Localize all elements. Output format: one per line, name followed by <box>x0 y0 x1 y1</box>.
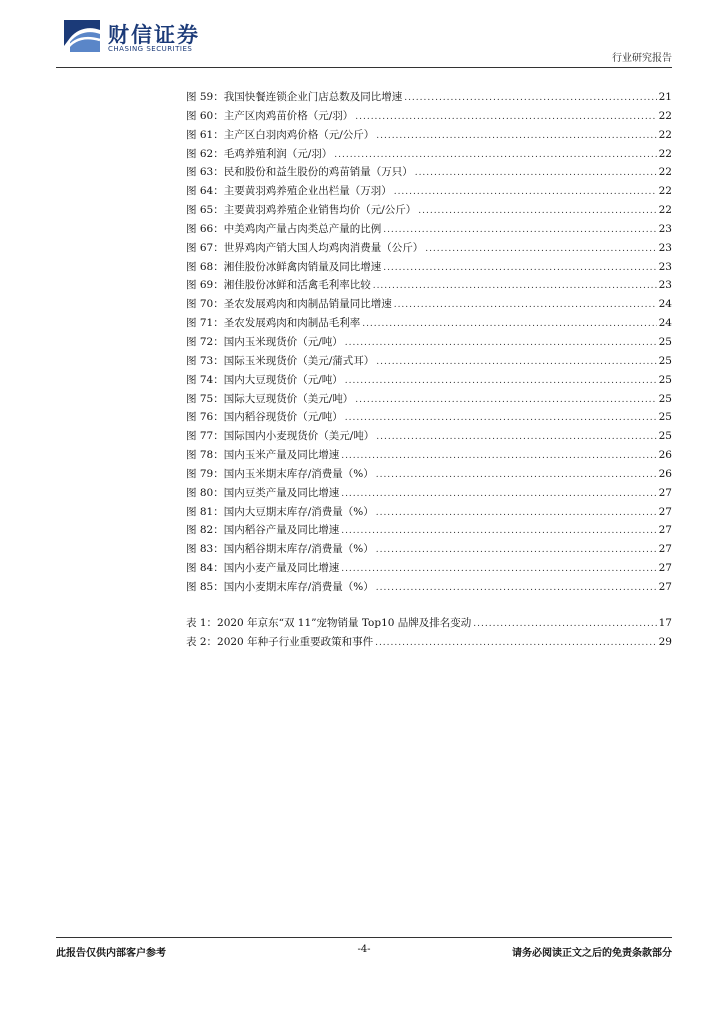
entry-page-number: 27 <box>658 505 672 518</box>
entry-label: 图 61：主产区白羽肉鸡价格（元/公斤） <box>186 128 375 141</box>
entry-page-number: 26 <box>658 449 672 462</box>
dot-leader <box>345 334 657 353</box>
entry-label: 表 2：2020 年种子行业重要政策和事件 <box>186 635 374 648</box>
dot-leader <box>373 277 657 296</box>
entry-label: 图 85：国内小麦期末库存/消费量（%） <box>186 580 374 593</box>
entry-label: 图 65：主要黄羽鸡养殖企业销售均价（元/公斤） <box>186 204 417 217</box>
toc-figure-entry[interactable] <box>186 427 672 446</box>
entry-page-number: 23 <box>658 260 672 273</box>
entry-label: 图 59：我国快餐连锁企业门店总数及同比增速 <box>186 91 403 103</box>
entry-page-number: 17 <box>658 616 672 629</box>
toc-figure-entry[interactable] <box>186 352 672 371</box>
entry-label: 表 1：2020 年京东“双 11”宠物销量 Top10 品牌及排名变动 <box>186 616 472 629</box>
toc-figure-entry[interactable] <box>186 371 672 390</box>
entry-page-number: 27 <box>658 580 672 593</box>
entry-label: 图 77：国际国内小麦现货价（美元/吨） <box>186 430 375 443</box>
toc-table-entry[interactable] <box>186 633 672 652</box>
logo-chinese-name: 财信证券 <box>108 23 200 47</box>
footer-disclaimer-left: 此报告仅供内部客户参考 <box>56 948 166 959</box>
toc-figure-entry[interactable] <box>186 182 672 201</box>
dot-leader <box>376 353 656 372</box>
entry-page-number: 26 <box>658 467 672 480</box>
toc-figure-entry[interactable] <box>186 163 672 182</box>
dot-leader <box>345 372 657 391</box>
entry-label: 图 80：国内豆类产量及同比增速 <box>186 486 340 499</box>
dot-leader <box>383 221 656 240</box>
entry-page-number: 25 <box>658 373 672 386</box>
logo-english-name: CHASING SECURITIES <box>108 45 193 53</box>
toc-figure-entry[interactable] <box>186 465 672 484</box>
dot-leader <box>473 615 656 634</box>
toc-figure-entry[interactable] <box>186 201 672 220</box>
entry-label: 图 76：国内稻谷现货价（元/吨） <box>186 411 343 424</box>
entry-label: 图 62：毛鸡养殖利润（元/羽） <box>186 147 333 160</box>
entry-label: 图 71：圣农发展鸡肉和肉制品毛利率 <box>186 317 361 330</box>
toc-figure-entry[interactable] <box>186 88 672 107</box>
entry-label: 图 70：圣农发展鸡肉和肉制品销量同比增速 <box>186 298 392 311</box>
entry-label: 图 68：湘佳股份冰鲜禽肉销量及同比增速 <box>186 260 382 273</box>
dot-leader <box>394 296 657 315</box>
dot-leader <box>394 183 657 202</box>
entry-page-number: 22 <box>658 128 672 141</box>
entry-label: 图 63：民和股份和益生股份的鸡苗销量（万只） <box>186 166 413 179</box>
dot-leader <box>383 259 656 278</box>
dot-leader <box>404 89 656 108</box>
dot-leader <box>341 560 656 579</box>
toc-figure-entry[interactable] <box>186 220 672 239</box>
entry-label: 图 64：主要黄羽鸡养殖企业出栏量（万羽） <box>186 185 392 198</box>
entry-page-number: 21 <box>658 91 672 103</box>
toc-figure-entry[interactable] <box>186 559 672 578</box>
dot-leader <box>341 447 656 466</box>
toc-figure-entry[interactable] <box>186 503 672 522</box>
entry-page-number: 23 <box>658 279 672 292</box>
chasing-securities-logo-icon <box>60 16 104 56</box>
dot-leader <box>415 164 657 183</box>
toc-figure-entry[interactable] <box>186 258 672 277</box>
company-logo <box>60 16 210 60</box>
dot-leader <box>376 541 657 560</box>
entry-page-number: 24 <box>658 298 672 311</box>
entry-page-number: 22 <box>658 147 672 160</box>
footer-disclaimer-right: 请务必阅读正文之后的免责条款部分 <box>512 948 672 959</box>
toc-figure-entry[interactable] <box>186 390 672 409</box>
entry-label: 图 73：国际玉米现货价（美元/蒲式耳） <box>186 354 375 367</box>
entry-page-number: 25 <box>658 411 672 424</box>
toc-figure-entry[interactable] <box>186 578 672 597</box>
toc-figure-entry[interactable] <box>186 107 672 126</box>
figure-table-of-contents <box>186 88 672 651</box>
table-list <box>186 614 672 652</box>
entry-page-number: 25 <box>658 430 672 443</box>
entry-label: 图 69：湘佳股份冰鲜和活禽毛利率比较 <box>186 279 371 292</box>
dot-leader <box>334 146 656 165</box>
entry-label: 图 74：国内大豆现货价（元/吨） <box>186 373 343 386</box>
dot-leader <box>376 504 657 523</box>
footer-divider <box>56 937 672 938</box>
dot-leader <box>362 315 656 334</box>
list-gap <box>186 597 672 614</box>
entry-page-number: 25 <box>658 354 672 367</box>
toc-figure-entry[interactable] <box>186 521 672 540</box>
toc-figure-entry[interactable] <box>186 314 672 333</box>
entry-page-number: 25 <box>658 335 672 348</box>
page-header <box>56 16 672 68</box>
figure-list <box>186 88 672 597</box>
entry-label: 图 79：国内玉米期末库存/消费量（%） <box>186 467 374 480</box>
dot-leader <box>376 579 657 598</box>
entry-label: 图 60：主产区肉鸡苗价格（元/羽） <box>186 109 354 122</box>
entry-page-number: 23 <box>658 241 672 254</box>
document-type: 行业研究报告 <box>612 53 672 64</box>
entry-label: 图 67：世界鸡肉产销大国人均鸡肉消费量（公斤） <box>186 241 424 254</box>
entry-page-number: 22 <box>658 204 672 217</box>
dot-leader <box>375 634 657 653</box>
entry-page-number: 22 <box>658 166 672 179</box>
toc-figure-entry[interactable] <box>186 484 672 503</box>
entry-label: 图 84：国内小麦产量及同比增速 <box>186 562 340 575</box>
toc-figure-entry[interactable] <box>186 295 672 314</box>
toc-table-entry[interactable] <box>186 614 672 633</box>
dot-leader <box>355 391 656 410</box>
page-number: -4- <box>357 944 371 955</box>
dot-leader <box>418 202 656 221</box>
dot-leader <box>341 485 656 504</box>
toc-figure-entry[interactable] <box>186 540 672 559</box>
entry-label: 图 81：国内大豆期末库存/消费量（%） <box>186 505 374 518</box>
entry-page-number: 29 <box>658 635 672 648</box>
entry-page-number: 25 <box>658 392 672 405</box>
entry-page-number: 22 <box>658 185 672 198</box>
dot-leader <box>355 108 656 127</box>
entry-label: 图 78：国内玉米产量及同比增速 <box>186 449 340 462</box>
dot-leader <box>425 240 656 259</box>
toc-figure-entry[interactable] <box>186 276 672 295</box>
entry-page-number: 27 <box>658 486 672 499</box>
dot-leader <box>376 127 656 146</box>
toc-figure-entry[interactable] <box>186 333 672 352</box>
entry-label: 图 82：国内稻谷产量及同比增速 <box>186 524 340 537</box>
entry-label: 图 72：国内玉米现货价（元/吨） <box>186 335 343 348</box>
toc-figure-entry[interactable] <box>186 408 672 427</box>
entry-label: 图 75：国际大豆现货价（美元/吨） <box>186 392 354 405</box>
header-divider <box>56 67 672 68</box>
dot-leader <box>376 466 657 485</box>
entry-page-number: 24 <box>658 317 672 330</box>
entry-page-number: 27 <box>658 524 672 537</box>
toc-figure-entry[interactable] <box>186 145 672 164</box>
dot-leader <box>341 522 656 541</box>
toc-figure-entry[interactable] <box>186 239 672 258</box>
dot-leader <box>376 428 656 447</box>
entry-label: 图 83：国内稻谷期末库存/消费量（%） <box>186 543 374 556</box>
entry-page-number: 22 <box>658 109 672 122</box>
toc-figure-entry[interactable] <box>186 126 672 145</box>
entry-label: 图 66：中美鸡肉产量占肉类总产量的比例 <box>186 222 382 235</box>
entry-page-number: 27 <box>658 562 672 575</box>
dot-leader <box>345 409 657 428</box>
entry-page-number: 27 <box>658 543 672 556</box>
entry-page-number: 23 <box>658 222 672 235</box>
toc-figure-entry[interactable] <box>186 446 672 465</box>
